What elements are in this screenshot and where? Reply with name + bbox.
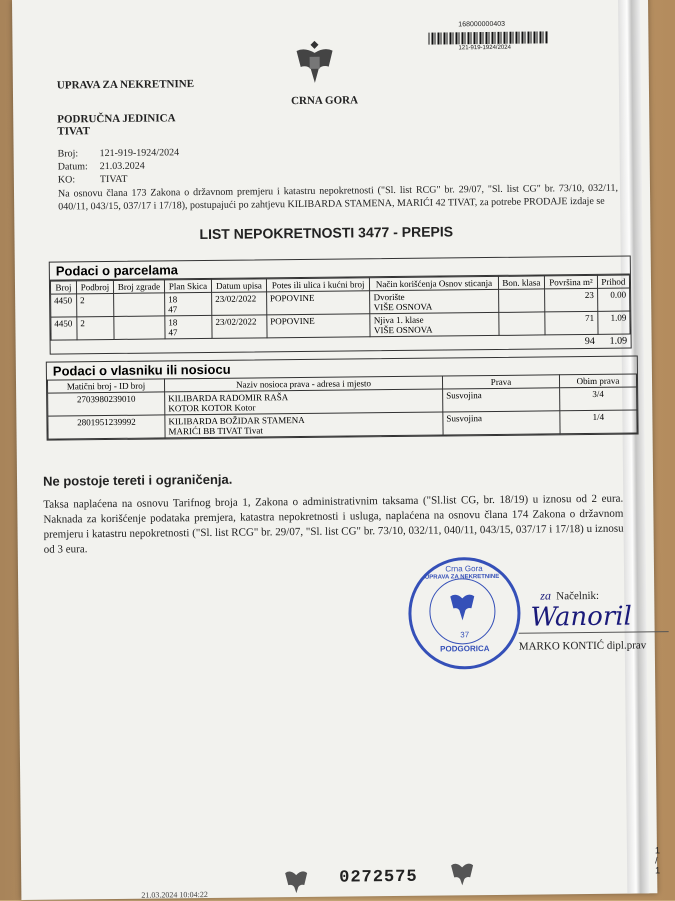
col-povrsina: Površina m²	[545, 275, 598, 289]
signature-label: Načelnik:	[556, 589, 600, 603]
official-stamp	[408, 557, 521, 670]
col-naziv: Naziv nosioca prava - adresa i mjesto	[164, 376, 442, 392]
parcels-title: Podaci o parcelama	[50, 257, 630, 281]
unit-line1: PODRUČNA JEDINICA	[57, 112, 176, 126]
owner-name: KILIBARDA RADOMIR RAŠA	[168, 392, 289, 404]
col-podbroj: Podbroj	[76, 280, 113, 293]
unit-line2: TIVAT	[57, 125, 91, 138]
col-prava: Prava	[442, 375, 559, 389]
stamp-eagle-icon	[448, 588, 476, 622]
cell-povrsina: 23	[545, 288, 598, 312]
stamp-top: UPRAVA ZA NEKRETNINE	[424, 573, 500, 581]
footer-timestamp: 21.03.2024 10:04:22	[141, 889, 208, 900]
col-plan: Plan Skica	[164, 279, 211, 292]
cell-potes: POPOVINE	[267, 314, 371, 338]
cell-plan-value: 18	[168, 294, 178, 305]
datum-label: Datum:	[57, 161, 88, 173]
signature-za: za	[540, 588, 552, 603]
cell-prava: Susvojina	[443, 388, 560, 412]
document-title: LIST NEPOKRETNOSTI 3477 - PREPIS	[199, 223, 454, 243]
cell-podbroj: 2	[77, 316, 114, 339]
country-title: CRNA GORA	[291, 94, 359, 108]
page-number: 1 / 1	[654, 845, 661, 876]
owner-name: KILIBARDA BOŽIDAR STAMENA	[168, 414, 305, 427]
cell-povrsina: 71	[545, 311, 598, 335]
cell-skica-value: 47	[168, 304, 178, 315]
table-row	[48, 410, 637, 439]
owner-address: MARIĆI BB TIVAT	[168, 425, 243, 437]
ko-value: TIVAT	[99, 173, 128, 186]
cell-id: 2703980239010	[48, 392, 165, 416]
document-sheet	[12, 0, 661, 900]
cell-prihod: 0.00	[597, 288, 630, 311]
signer-name: MARKO KONTIĆ dipl.prav	[518, 639, 647, 653]
col-id: Matični broj - ID broj	[47, 379, 164, 393]
cell-klasa	[498, 289, 545, 312]
total-area: 94	[584, 335, 595, 348]
owner-place: Tivat	[244, 425, 263, 436]
owner-address: KOTOR KOTOR	[168, 402, 233, 414]
cell-nacin	[370, 312, 498, 336]
cell-nacin-value: Dvorište	[373, 291, 405, 303]
cell-osnov-value: VIŠE OSNOVA	[373, 324, 433, 336]
cell-plan-value: 18	[168, 317, 178, 328]
serial-number: 0272575	[339, 867, 418, 888]
owners-title: Podaci o vlasniku ili nosiocu	[52, 361, 231, 379]
col-zgrada: Broj zgrade	[113, 280, 164, 294]
coat-of-arms-icon	[292, 37, 337, 87]
hologram-strip	[618, 0, 649, 894]
broj-value: 121-919-1924/2024	[99, 147, 180, 160]
col-potes: Potes ili ulica i kućni broj	[266, 278, 370, 292]
small-coat-of-arms-icon	[283, 865, 309, 893]
cell-potes: POPOVINE	[266, 291, 370, 315]
cell-naziv	[165, 389, 443, 415]
owner-place: Kotor	[234, 402, 256, 413]
col-datum: Datum upisa	[211, 279, 266, 293]
col-prihod: Prihod	[597, 275, 629, 288]
cell-osnov-value: VIŠE OSNOVA	[373, 301, 433, 313]
total-income: 1.09	[609, 335, 628, 347]
cell-prava: Susvojina	[443, 411, 560, 435]
cell-plan	[165, 315, 212, 338]
ko-label: KO:	[57, 174, 76, 186]
cell-naziv	[165, 412, 443, 438]
barcode-text: 121-919-1924/2024	[458, 44, 511, 52]
col-nacin: Način korišćenja Osnov sticanja	[370, 276, 498, 290]
cell-broj: 4450	[51, 294, 77, 317]
parcels-section	[49, 256, 632, 355]
cell-id: 2801951239992	[48, 415, 165, 439]
col-obim: Obim prava	[559, 374, 636, 388]
parcels-table	[50, 275, 631, 354]
small-coat-of-arms-right-icon	[449, 857, 475, 885]
cell-broj: 4450	[51, 317, 77, 340]
doc-number: 168000000403	[458, 20, 506, 29]
owners-section	[46, 355, 639, 440]
cell-zgrada	[114, 316, 165, 340]
no-burden-heading: Ne postoje tereti i ograničenja.	[42, 471, 233, 489]
cell-obim: 3/4	[560, 387, 637, 411]
cell-nacin	[370, 289, 498, 313]
barcode	[428, 31, 548, 44]
cell-datum: 23/02/2022	[212, 315, 267, 339]
stamp-arc: Crna Gora	[445, 564, 483, 574]
intro-text: Na osnovu člana 173 Zakona o državnom premjeru i katastru nepokretnosti ("Sl. list RCG" br. 29/07, "Sl. list CG" br. 73/10, 032/11, 040/11, 043/15, 037/17 i 17/18), postupajući po zahtjevu KILIBARDA STAMENA, MARIĆI 42 TIVAT, za potrebe PRODAJE izdaje se	[57, 182, 619, 213]
broj-label: Broj:	[57, 148, 79, 160]
cell-klasa	[498, 312, 545, 335]
owners-table	[47, 373, 638, 439]
stamp-number: 37	[460, 630, 470, 640]
col-broj: Broj	[50, 281, 76, 294]
cell-obim: 1/4	[560, 410, 637, 434]
cell-plan	[165, 292, 212, 315]
handwritten-signature: Wanoril	[530, 601, 633, 633]
cell-zgrada	[113, 293, 164, 317]
fee-text: Taksa naplaćena na osnovu Tarifnog broja 1, Zakona o administrativnim taksama ("Sl.list CG, br. 18/19) u iznosu od 2 eura. Naknada za korišćenje podataka premjera, katastra nepokretnosti i usluga, naplaćena na osnovu člana 174 Zakona o državnom premjeru i katastru nepokretnosti ("Sl. list RCG" br. 29/07, "Sl. list CG" br. 73/10, 032/11, 040/11, 043/15, 037/17 i 17/18) u iznosu od 3 eura.	[43, 492, 624, 556]
cell-prihod: 1.09	[597, 311, 630, 334]
cell-skica-value: 47	[168, 327, 178, 338]
cell-podbroj: 2	[77, 293, 114, 316]
cell-nacin-value: Njiva 1. klase	[373, 314, 424, 326]
cell-datum: 23/02/2022	[212, 292, 267, 316]
col-klasa: Bon. klasa	[498, 276, 545, 289]
datum-value: 21.03.2024	[99, 160, 145, 173]
stamp-bottom: PODGORICA	[440, 644, 490, 654]
org-title: UPRAVA ZA NEKRETNINE	[56, 78, 195, 92]
